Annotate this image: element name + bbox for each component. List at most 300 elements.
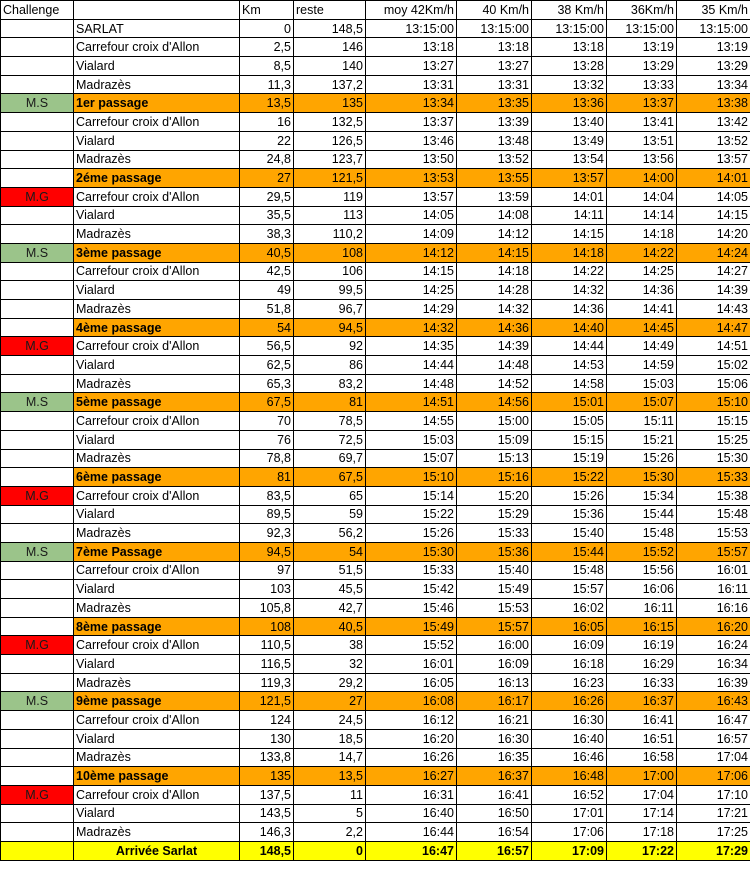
header-speed-42: moy 42Km/h bbox=[366, 1, 457, 20]
time-38-cell: 13:18 bbox=[532, 38, 607, 57]
time-40-cell: 16:50 bbox=[457, 804, 532, 823]
time-42-cell: 14:29 bbox=[366, 300, 457, 319]
time-36-cell: 16:15 bbox=[607, 617, 677, 636]
header-speed-36: 36Km/h bbox=[607, 1, 677, 20]
time-42-cell: 13:15:00 bbox=[366, 19, 457, 38]
time-42-cell: 15:03 bbox=[366, 430, 457, 449]
header-row bbox=[1, 1, 750, 20]
time-36-cell: 15:11 bbox=[607, 412, 677, 431]
table-row bbox=[1, 561, 750, 580]
time-36-cell: 13:33 bbox=[607, 75, 677, 94]
challenge-badge: M.S bbox=[1, 94, 74, 113]
header-km: Km bbox=[240, 1, 294, 20]
time-36-cell: 15:21 bbox=[607, 430, 677, 449]
time-35-cell: 15:25 bbox=[677, 430, 750, 449]
time-36-cell: 13:29 bbox=[607, 57, 677, 76]
challenge-badge: M.G bbox=[1, 636, 74, 655]
reste-cell: 29,2 bbox=[294, 673, 366, 692]
reste-cell: 106 bbox=[294, 262, 366, 281]
table-row bbox=[1, 430, 750, 449]
table-row bbox=[1, 823, 750, 842]
time-42-cell: 13:27 bbox=[366, 57, 457, 76]
passage-row bbox=[1, 393, 750, 412]
challenge-cell bbox=[1, 580, 74, 599]
challenge-cell bbox=[1, 374, 74, 393]
time-40-cell: 14:18 bbox=[457, 262, 532, 281]
table-row bbox=[1, 206, 750, 225]
time-38-cell: 17:06 bbox=[532, 823, 607, 842]
km-cell: 42,5 bbox=[240, 262, 294, 281]
challenge-cell bbox=[1, 468, 74, 487]
time-35-cell: 16:16 bbox=[677, 599, 750, 618]
reste-cell: 99,5 bbox=[294, 281, 366, 300]
km-cell: 137,5 bbox=[240, 785, 294, 804]
reste-cell: 94,5 bbox=[294, 318, 366, 337]
header-challenge: Challenge bbox=[1, 1, 74, 20]
time-40-cell: 14:48 bbox=[457, 356, 532, 375]
passage-row bbox=[1, 169, 750, 188]
km-cell: 135 bbox=[240, 767, 294, 786]
time-42-cell: 16:47 bbox=[366, 841, 457, 860]
time-36-cell: 14:36 bbox=[607, 281, 677, 300]
time-42-cell: 16:12 bbox=[366, 711, 457, 730]
place-cell: Madrazès bbox=[74, 599, 240, 618]
challenge-cell bbox=[1, 131, 74, 150]
time-40-cell: 16:00 bbox=[457, 636, 532, 655]
reste-cell: 132,5 bbox=[294, 113, 366, 132]
time-36-cell: 15:26 bbox=[607, 449, 677, 468]
time-36-cell: 13:56 bbox=[607, 150, 677, 169]
challenge-cell bbox=[1, 804, 74, 823]
place-cell: Vialard bbox=[74, 281, 240, 300]
km-cell: 94,5 bbox=[240, 542, 294, 561]
reste-cell: 69,7 bbox=[294, 449, 366, 468]
time-35-cell: 14:51 bbox=[677, 337, 750, 356]
challenge-cell bbox=[1, 841, 74, 860]
place-cell: 10ème passage bbox=[74, 767, 240, 786]
time-40-cell: 16:35 bbox=[457, 748, 532, 767]
challenge-cell bbox=[1, 655, 74, 674]
place-cell: Vialard bbox=[74, 430, 240, 449]
time-42-cell: 14:48 bbox=[366, 374, 457, 393]
challenge-cell bbox=[1, 673, 74, 692]
passage-row bbox=[1, 692, 750, 711]
time-38-cell: 13:28 bbox=[532, 57, 607, 76]
reste-cell: 140 bbox=[294, 57, 366, 76]
passage-row bbox=[1, 468, 750, 487]
time-42-cell: 16:20 bbox=[366, 729, 457, 748]
time-35-cell: 15:30 bbox=[677, 449, 750, 468]
challenge-cell bbox=[1, 169, 74, 188]
km-cell: 130 bbox=[240, 729, 294, 748]
time-36-cell: 14:45 bbox=[607, 318, 677, 337]
time-42-cell: 13:18 bbox=[366, 38, 457, 57]
km-cell: 16 bbox=[240, 113, 294, 132]
table-row bbox=[1, 19, 750, 38]
km-cell: 103 bbox=[240, 580, 294, 599]
challenge-cell bbox=[1, 262, 74, 281]
time-40-cell: 13:27 bbox=[457, 57, 532, 76]
time-38-cell: 14:01 bbox=[532, 187, 607, 206]
time-42-cell: 14:25 bbox=[366, 281, 457, 300]
km-cell: 56,5 bbox=[240, 337, 294, 356]
time-36-cell: 14:18 bbox=[607, 225, 677, 244]
time-40-cell: 14:08 bbox=[457, 206, 532, 225]
time-36-cell: 14:41 bbox=[607, 300, 677, 319]
challenge-cell bbox=[1, 281, 74, 300]
place-cell: Arrivée Sarlat bbox=[74, 841, 240, 860]
place-cell: Vialard bbox=[74, 505, 240, 524]
time-36-cell: 16:37 bbox=[607, 692, 677, 711]
place-cell: Vialard bbox=[74, 580, 240, 599]
challenge-badge: M.S bbox=[1, 243, 74, 262]
time-38-cell: 17:09 bbox=[532, 841, 607, 860]
challenge-cell bbox=[1, 206, 74, 225]
time-35-cell: 15:38 bbox=[677, 486, 750, 505]
time-35-cell: 15:02 bbox=[677, 356, 750, 375]
time-38-cell: 15:36 bbox=[532, 505, 607, 524]
header-speed-35: 35 Km/h bbox=[677, 1, 750, 20]
time-38-cell: 16:30 bbox=[532, 711, 607, 730]
time-40-cell: 14:56 bbox=[457, 393, 532, 412]
km-cell: 24,8 bbox=[240, 150, 294, 169]
time-40-cell: 13:59 bbox=[457, 187, 532, 206]
reste-cell: 113 bbox=[294, 206, 366, 225]
time-36-cell: 17:18 bbox=[607, 823, 677, 842]
challenge-cell bbox=[1, 711, 74, 730]
time-35-cell: 17:21 bbox=[677, 804, 750, 823]
time-35-cell: 15:10 bbox=[677, 393, 750, 412]
time-40-cell: 15:16 bbox=[457, 468, 532, 487]
time-40-cell: 13:18 bbox=[457, 38, 532, 57]
time-35-cell: 16:39 bbox=[677, 673, 750, 692]
time-38-cell: 16:26 bbox=[532, 692, 607, 711]
table-row bbox=[1, 150, 750, 169]
time-42-cell: 15:14 bbox=[366, 486, 457, 505]
time-42-cell: 14:15 bbox=[366, 262, 457, 281]
km-cell: 38,3 bbox=[240, 225, 294, 244]
km-cell: 65,3 bbox=[240, 374, 294, 393]
place-cell: 7ème Passage bbox=[74, 542, 240, 561]
reste-cell: 24,5 bbox=[294, 711, 366, 730]
place-cell: Madrazès bbox=[74, 225, 240, 244]
time-42-cell: 14:35 bbox=[366, 337, 457, 356]
time-35-cell: 16:01 bbox=[677, 561, 750, 580]
time-36-cell: 17:14 bbox=[607, 804, 677, 823]
challenge-cell bbox=[1, 318, 74, 337]
time-35-cell: 15:33 bbox=[677, 468, 750, 487]
km-cell: 49 bbox=[240, 281, 294, 300]
time-40-cell: 13:52 bbox=[457, 150, 532, 169]
time-35-cell: 16:24 bbox=[677, 636, 750, 655]
km-cell: 29,5 bbox=[240, 187, 294, 206]
time-42-cell: 14:32 bbox=[366, 318, 457, 337]
time-38-cell: 14:15 bbox=[532, 225, 607, 244]
challenge-cell bbox=[1, 356, 74, 375]
reste-cell: 96,7 bbox=[294, 300, 366, 319]
time-36-cell: 16:41 bbox=[607, 711, 677, 730]
challenge-cell bbox=[1, 430, 74, 449]
time-35-cell: 13:57 bbox=[677, 150, 750, 169]
time-35-cell: 14:24 bbox=[677, 243, 750, 262]
place-cell: Carrefour croix d'Allon bbox=[74, 785, 240, 804]
challenge-cell bbox=[1, 150, 74, 169]
time-40-cell: 14:28 bbox=[457, 281, 532, 300]
time-36-cell: 14:59 bbox=[607, 356, 677, 375]
km-cell: 83,5 bbox=[240, 486, 294, 505]
time-42-cell: 14:05 bbox=[366, 206, 457, 225]
schedule-body bbox=[1, 19, 750, 860]
time-40-cell: 13:35 bbox=[457, 94, 532, 113]
challenge-cell bbox=[1, 599, 74, 618]
place-cell: Carrefour croix d'Allon bbox=[74, 337, 240, 356]
place-cell: Carrefour croix d'Allon bbox=[74, 262, 240, 281]
km-cell: 108 bbox=[240, 617, 294, 636]
time-40-cell: 15:09 bbox=[457, 430, 532, 449]
reste-cell: 81 bbox=[294, 393, 366, 412]
reste-cell: 108 bbox=[294, 243, 366, 262]
reste-cell: 0 bbox=[294, 841, 366, 860]
time-35-cell: 15:57 bbox=[677, 542, 750, 561]
time-40-cell: 13:39 bbox=[457, 113, 532, 132]
reste-cell: 72,5 bbox=[294, 430, 366, 449]
time-42-cell: 13:50 bbox=[366, 150, 457, 169]
time-42-cell: 15:22 bbox=[366, 505, 457, 524]
time-40-cell: 14:15 bbox=[457, 243, 532, 262]
time-40-cell: 16:17 bbox=[457, 692, 532, 711]
place-cell: Vialard bbox=[74, 804, 240, 823]
challenge-cell bbox=[1, 300, 74, 319]
time-42-cell: 14:51 bbox=[366, 393, 457, 412]
time-40-cell: 14:32 bbox=[457, 300, 532, 319]
time-38-cell: 16:05 bbox=[532, 617, 607, 636]
time-38-cell: 13:54 bbox=[532, 150, 607, 169]
table-row bbox=[1, 57, 750, 76]
time-35-cell: 14:47 bbox=[677, 318, 750, 337]
time-36-cell: 16:58 bbox=[607, 748, 677, 767]
reste-cell: 65 bbox=[294, 486, 366, 505]
time-42-cell: 15:26 bbox=[366, 524, 457, 543]
time-36-cell: 15:03 bbox=[607, 374, 677, 393]
reste-cell: 135 bbox=[294, 94, 366, 113]
time-40-cell: 15:53 bbox=[457, 599, 532, 618]
time-38-cell: 17:01 bbox=[532, 804, 607, 823]
km-cell: 40,5 bbox=[240, 243, 294, 262]
km-cell: 76 bbox=[240, 430, 294, 449]
time-42-cell: 16:26 bbox=[366, 748, 457, 767]
km-cell: 97 bbox=[240, 561, 294, 580]
place-cell: 5ème passage bbox=[74, 393, 240, 412]
time-38-cell: 15:44 bbox=[532, 542, 607, 561]
reste-cell: 51,5 bbox=[294, 561, 366, 580]
reste-cell: 5 bbox=[294, 804, 366, 823]
time-38-cell: 14:58 bbox=[532, 374, 607, 393]
table-row bbox=[1, 300, 750, 319]
time-40-cell: 16:09 bbox=[457, 655, 532, 674]
time-36-cell: 14:04 bbox=[607, 187, 677, 206]
time-38-cell: 14:32 bbox=[532, 281, 607, 300]
place-cell: Carrefour croix d'Allon bbox=[74, 113, 240, 132]
time-35-cell: 17:04 bbox=[677, 748, 750, 767]
time-35-cell: 17:29 bbox=[677, 841, 750, 860]
place-cell: Carrefour croix d'Allon bbox=[74, 486, 240, 505]
reste-cell: 11 bbox=[294, 785, 366, 804]
time-38-cell: 13:36 bbox=[532, 94, 607, 113]
time-35-cell: 17:06 bbox=[677, 767, 750, 786]
time-40-cell: 15:40 bbox=[457, 561, 532, 580]
km-cell: 51,8 bbox=[240, 300, 294, 319]
time-38-cell: 15:57 bbox=[532, 580, 607, 599]
km-cell: 121,5 bbox=[240, 692, 294, 711]
time-36-cell: 16:19 bbox=[607, 636, 677, 655]
time-38-cell: 16:52 bbox=[532, 785, 607, 804]
place-cell: 8ème passage bbox=[74, 617, 240, 636]
challenge-cell bbox=[1, 729, 74, 748]
km-cell: 8,5 bbox=[240, 57, 294, 76]
time-35-cell: 14:15 bbox=[677, 206, 750, 225]
place-cell: Madrazès bbox=[74, 374, 240, 393]
time-35-cell: 16:11 bbox=[677, 580, 750, 599]
time-36-cell: 16:06 bbox=[607, 580, 677, 599]
challenge-cell bbox=[1, 19, 74, 38]
reste-cell: 54 bbox=[294, 542, 366, 561]
challenge-cell bbox=[1, 225, 74, 244]
place-cell: Vialard bbox=[74, 655, 240, 674]
km-cell: 11,3 bbox=[240, 75, 294, 94]
time-38-cell: 15:15 bbox=[532, 430, 607, 449]
place-cell: SARLAT bbox=[74, 19, 240, 38]
table-row bbox=[1, 113, 750, 132]
reste-cell: 83,2 bbox=[294, 374, 366, 393]
time-40-cell: 16:37 bbox=[457, 767, 532, 786]
time-35-cell: 14:20 bbox=[677, 225, 750, 244]
place-cell: Carrefour croix d'Allon bbox=[74, 561, 240, 580]
time-36-cell: 14:49 bbox=[607, 337, 677, 356]
challenge-cell bbox=[1, 412, 74, 431]
time-35-cell: 14:43 bbox=[677, 300, 750, 319]
time-38-cell: 13:32 bbox=[532, 75, 607, 94]
passage-row bbox=[1, 243, 750, 262]
time-42-cell: 16:44 bbox=[366, 823, 457, 842]
time-42-cell: 16:05 bbox=[366, 673, 457, 692]
time-36-cell: 14:14 bbox=[607, 206, 677, 225]
reste-cell: 13,5 bbox=[294, 767, 366, 786]
km-cell: 35,5 bbox=[240, 206, 294, 225]
time-36-cell: 16:29 bbox=[607, 655, 677, 674]
time-42-cell: 15:07 bbox=[366, 449, 457, 468]
time-40-cell: 13:15:00 bbox=[457, 19, 532, 38]
place-cell: 1er passage bbox=[74, 94, 240, 113]
time-42-cell: 16:40 bbox=[366, 804, 457, 823]
challenge-badge: M.S bbox=[1, 692, 74, 711]
place-cell: 6ème passage bbox=[74, 468, 240, 487]
reste-cell: 86 bbox=[294, 356, 366, 375]
time-35-cell: 16:43 bbox=[677, 692, 750, 711]
place-cell: Madrazès bbox=[74, 524, 240, 543]
km-cell: 143,5 bbox=[240, 804, 294, 823]
time-42-cell: 15:10 bbox=[366, 468, 457, 487]
reste-cell: 27 bbox=[294, 692, 366, 711]
reste-cell: 56,2 bbox=[294, 524, 366, 543]
time-42-cell: 13:46 bbox=[366, 131, 457, 150]
km-cell: 22 bbox=[240, 131, 294, 150]
time-42-cell: 15:49 bbox=[366, 617, 457, 636]
time-40-cell: 15:00 bbox=[457, 412, 532, 431]
time-40-cell: 14:39 bbox=[457, 337, 532, 356]
time-35-cell: 16:34 bbox=[677, 655, 750, 674]
arrival-row bbox=[1, 841, 750, 860]
reste-cell: 38 bbox=[294, 636, 366, 655]
time-38-cell: 14:44 bbox=[532, 337, 607, 356]
time-36-cell: 13:37 bbox=[607, 94, 677, 113]
challenge-cell bbox=[1, 561, 74, 580]
time-38-cell: 14:22 bbox=[532, 262, 607, 281]
table-row bbox=[1, 486, 750, 505]
time-40-cell: 16:54 bbox=[457, 823, 532, 842]
table-row bbox=[1, 599, 750, 618]
table-row bbox=[1, 412, 750, 431]
passage-row bbox=[1, 318, 750, 337]
time-36-cell: 16:51 bbox=[607, 729, 677, 748]
challenge-cell bbox=[1, 505, 74, 524]
time-38-cell: 16:18 bbox=[532, 655, 607, 674]
time-40-cell: 14:36 bbox=[457, 318, 532, 337]
time-36-cell: 15:44 bbox=[607, 505, 677, 524]
km-cell: 27 bbox=[240, 169, 294, 188]
time-36-cell: 14:25 bbox=[607, 262, 677, 281]
time-36-cell: 15:56 bbox=[607, 561, 677, 580]
time-42-cell: 16:08 bbox=[366, 692, 457, 711]
time-40-cell: 15:57 bbox=[457, 617, 532, 636]
place-cell: Vialard bbox=[74, 206, 240, 225]
km-cell: 67,5 bbox=[240, 393, 294, 412]
time-38-cell: 14:36 bbox=[532, 300, 607, 319]
time-35-cell: 14:01 bbox=[677, 169, 750, 188]
place-cell: Madrazès bbox=[74, 748, 240, 767]
table-row bbox=[1, 804, 750, 823]
place-cell: Carrefour croix d'Allon bbox=[74, 38, 240, 57]
challenge-badge: M.S bbox=[1, 542, 74, 561]
km-cell: 54 bbox=[240, 318, 294, 337]
table-row bbox=[1, 505, 750, 524]
time-38-cell: 15:19 bbox=[532, 449, 607, 468]
time-38-cell: 14:11 bbox=[532, 206, 607, 225]
challenge-badge: M.G bbox=[1, 187, 74, 206]
time-40-cell: 15:33 bbox=[457, 524, 532, 543]
place-cell: Vialard bbox=[74, 131, 240, 150]
challenge-cell bbox=[1, 823, 74, 842]
challenge-cell bbox=[1, 767, 74, 786]
time-42-cell: 14:55 bbox=[366, 412, 457, 431]
reste-cell: 110,2 bbox=[294, 225, 366, 244]
table-row bbox=[1, 636, 750, 655]
time-35-cell: 16:47 bbox=[677, 711, 750, 730]
time-36-cell: 17:22 bbox=[607, 841, 677, 860]
place-cell: Madrazès bbox=[74, 449, 240, 468]
km-cell: 105,8 bbox=[240, 599, 294, 618]
place-cell: Madrazès bbox=[74, 300, 240, 319]
time-42-cell: 13:31 bbox=[366, 75, 457, 94]
reste-cell: 40,5 bbox=[294, 617, 366, 636]
time-40-cell: 14:12 bbox=[457, 225, 532, 244]
km-cell: 146,3 bbox=[240, 823, 294, 842]
km-cell: 124 bbox=[240, 711, 294, 730]
time-38-cell: 15:40 bbox=[532, 524, 607, 543]
place-cell: Madrazès bbox=[74, 673, 240, 692]
header-speed-40: 40 Km/h bbox=[457, 1, 532, 20]
challenge-cell bbox=[1, 113, 74, 132]
challenge-badge: M.G bbox=[1, 486, 74, 505]
